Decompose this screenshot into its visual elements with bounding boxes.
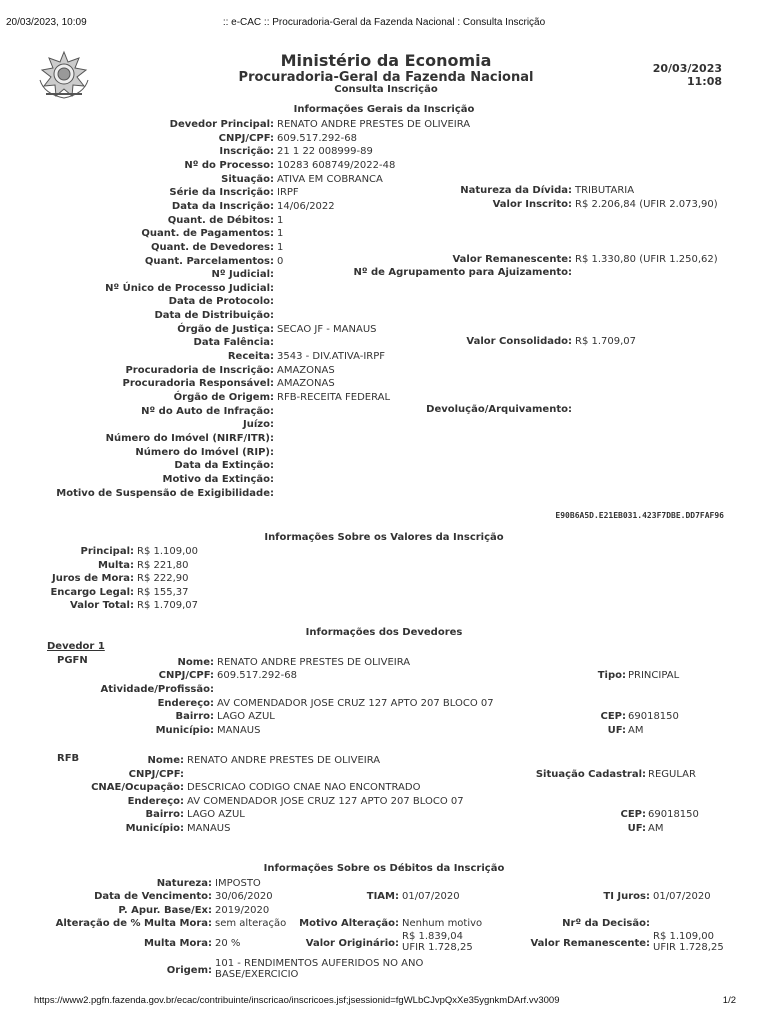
valores-field-label: Principal: bbox=[80, 546, 134, 557]
ministry-title: Ministério da Economia bbox=[280, 51, 492, 70]
print-doc-title: :: e-CAC :: Procuradoria-Geral da Fazenda Nacional : Consulta Inscrição bbox=[222, 17, 546, 28]
debito-tijuros-label: TI Juros: bbox=[603, 891, 650, 902]
pgfn-endereco-value: AV COMENDADOR JOSE CRUZ 127 APTO 207 BLOCO 07 bbox=[217, 698, 494, 709]
debito-originario-brl: R$ 1.839,04 bbox=[402, 931, 464, 942]
pgfn-nome-value: RENATO ANDRE PRESTES DE OLIVEIRA bbox=[217, 657, 411, 668]
pgfn-bairro-value: LAGO AZUL bbox=[217, 711, 275, 722]
print-datetime: 20/03/2023, 10:09 bbox=[6, 17, 87, 28]
rfb-uf-value: AM bbox=[648, 823, 664, 834]
header-time: 11:08 bbox=[686, 75, 722, 88]
debito-multa-label: Multa Mora: bbox=[143, 938, 212, 949]
rfb-tag: RFB bbox=[57, 753, 80, 764]
valores-field-label: Multa: bbox=[97, 559, 134, 571]
debito-papur-value: 2019/2020 bbox=[215, 905, 270, 916]
gerais-field-value: IRPF bbox=[277, 187, 299, 199]
gerais-field-label: Número do Imóvel (RIP): bbox=[135, 446, 274, 458]
header-date: 20/03/2023 bbox=[652, 62, 722, 75]
rfb-uf-label: UF: bbox=[627, 823, 646, 834]
gerais-field-value: 21 1 22 008999-89 bbox=[277, 146, 373, 158]
pgfn-uf-label: UF: bbox=[607, 725, 626, 736]
gerais-field-value: AMAZONAS bbox=[277, 378, 335, 390]
gerais-field-value: ATIVA EM COBRANCA bbox=[277, 173, 383, 185]
gerais-field-label: Data de Protocolo: bbox=[168, 296, 274, 308]
gerais-field-label: Data Falência: bbox=[193, 337, 274, 349]
valor-consolidado-value: R$ 1.709,07 bbox=[575, 336, 637, 347]
debito-origem-line2: BASE/EXERCICIO bbox=[215, 969, 299, 980]
debito-alteracao-label: Alteração de % Multa Mora: bbox=[55, 918, 212, 929]
debito-tiam-value: 01/07/2020 bbox=[402, 891, 460, 902]
rfb-cep-value: 69018150 bbox=[648, 809, 699, 820]
valores-field-label: Encargo Legal: bbox=[50, 586, 134, 598]
debito-originario-label: Valor Originário: bbox=[305, 938, 399, 949]
pgfn-tipo-label: Tipo: bbox=[597, 670, 626, 681]
gerais-field-label: Nº do Processo: bbox=[184, 159, 274, 171]
rfb-municipio-value: MANAUS bbox=[187, 823, 231, 834]
gerais-field-value: 3543 - DIV.ATIVA-IRPF bbox=[277, 351, 386, 363]
rfb-bairro-label: Bairro: bbox=[145, 809, 184, 820]
gerais-field-label: Procuradoria de Inscrição: bbox=[125, 364, 274, 376]
rfb-municipio-label: Município: bbox=[125, 823, 184, 834]
pgfn-endereco-label: Endereço: bbox=[157, 698, 214, 709]
gerais-field-value: 14/06/2022 bbox=[277, 200, 335, 212]
debito-alteracao-value: sem alteração bbox=[215, 918, 287, 929]
pgfn-tag: PGFN bbox=[57, 655, 88, 666]
gerais-field-label: Quant. Parcelamentos: bbox=[144, 255, 274, 267]
debito-multa-value: 20 % bbox=[215, 938, 241, 949]
gerais-field-label: Número do Imóvel (NIRF/ITR): bbox=[105, 432, 274, 444]
rfb-nome-label: Nome: bbox=[147, 755, 184, 766]
gerais-field-label: Motivo de Suspensão de Exigibilidade: bbox=[56, 487, 274, 499]
gerais-field-label: Quant. de Pagamentos: bbox=[141, 228, 274, 240]
rfb-cnae-value: DESCRICAO CODIGO CNAE NAO ENCONTRADO bbox=[187, 782, 421, 793]
gerais-field-label: Nº Único de Processo Judicial: bbox=[105, 282, 274, 294]
gerais-field-label: Data de Distribuição: bbox=[154, 310, 274, 322]
gerais-field-label: Nº do Auto de Infração: bbox=[141, 405, 274, 417]
rfb-situacao-label: Situação Cadastral: bbox=[535, 769, 646, 780]
debito-originario-ufir: UFIR 1.728,25 bbox=[402, 942, 473, 953]
debito-vencimento-value: 30/06/2020 bbox=[215, 891, 273, 902]
gerais-field-label: Motivo da Extinção: bbox=[162, 473, 274, 485]
pgfn-cep-label: CEP: bbox=[600, 711, 626, 722]
authentication-hash: E90B6A5D.E21EB031.423F7DBE.DD7FAF96 bbox=[555, 511, 724, 520]
gerais-field-label: Órgão de Origem: bbox=[173, 392, 274, 403]
agency-title: Procuradoria-Geral da Fazenda Nacional bbox=[238, 70, 534, 85]
rfb-endereco-value: AV COMENDADOR JOSE CRUZ 127 APTO 207 BLOCO 07 bbox=[187, 796, 464, 807]
rfb-nome-value: RENATO ANDRE PRESTES DE OLIVEIRA bbox=[187, 755, 381, 766]
valores-field-value: R$ 221,80 bbox=[137, 559, 189, 571]
gerais-field-value: 0 bbox=[277, 255, 284, 267]
pgfn-uf-value: AM bbox=[628, 725, 644, 736]
gerais-field-label: Procuradoria Responsável: bbox=[122, 378, 274, 390]
rfb-cpf-label: CNPJ/CPF: bbox=[128, 769, 184, 780]
gerais-field-label: Receita: bbox=[227, 351, 274, 363]
pgfn-municipio-value: MANAUS bbox=[217, 725, 261, 736]
gerais-field-label: Data da Inscrição: bbox=[171, 200, 274, 212]
debito-papur-label: P. Apur. Base/Ex: bbox=[118, 905, 212, 916]
pgfn-cep-value: 69018150 bbox=[628, 711, 679, 722]
valores-field-label: Valor Total: bbox=[70, 600, 134, 612]
section-title-valores: Informações Sobre os Valores da Inscrição bbox=[264, 532, 504, 543]
gerais-field-label: Devedor Principal: bbox=[169, 119, 274, 130]
gerais-field-label: Juízo: bbox=[243, 419, 274, 431]
gerais-field-label: Série da Inscrição: bbox=[169, 187, 274, 199]
pgfn-municipio-label: Município: bbox=[155, 725, 214, 736]
gerais-field-value: 1 bbox=[277, 214, 284, 226]
valores-field-value: R$ 155,37 bbox=[137, 586, 189, 598]
gerais-field-label: Órgão de Justiça: bbox=[177, 323, 274, 335]
pgfn-nome-label: Nome: bbox=[177, 657, 214, 668]
rfb-situacao-value: REGULAR bbox=[648, 769, 696, 780]
debito-natureza-label: Natureza: bbox=[156, 878, 212, 889]
gerais-field-label: Inscrição: bbox=[219, 146, 274, 158]
natureza-divida-value: TRIBUTARIA bbox=[575, 185, 635, 196]
valores-field-value: R$ 1.709,07 bbox=[137, 600, 199, 612]
gerais-field-label: CNPJ/CPF: bbox=[218, 132, 274, 144]
debito-tijuros-value: 01/07/2020 bbox=[653, 891, 711, 902]
print-page-number: 1/2 bbox=[722, 995, 736, 1006]
valor-inscrito-value: R$ 2.206,84 (UFIR 2.073,90) bbox=[575, 199, 718, 210]
debito-remanescente-label: Valor Remanescente: bbox=[530, 938, 650, 949]
pgfn-cpf-label: CNPJ/CPF: bbox=[158, 670, 214, 681]
valor-remanescente-value: R$ 1.330,80 (UFIR 1.250,62) bbox=[575, 254, 718, 265]
valor-inscrito-label: Valor Inscrito: bbox=[492, 199, 572, 210]
debito-origem-label: Origem: bbox=[166, 965, 212, 976]
rfb-endereco-label: Endereço: bbox=[127, 796, 184, 807]
debito-decisao-label: Nrº da Decisão: bbox=[562, 918, 650, 929]
gerais-field-value: SECAO JF - MANAUS bbox=[277, 323, 377, 335]
gerais-field-value: RFB-RECEITA FEDERAL bbox=[277, 392, 391, 403]
debito-origem-line1: 101 - RENDIMENTOS AUFERIDOS NO ANO bbox=[215, 958, 424, 969]
agrupamento-label: Nº de Agrupamento para Ajuizamento: bbox=[353, 267, 572, 278]
gerais-field-value: 1 bbox=[277, 228, 284, 240]
valores-field-value: R$ 1.109,00 bbox=[137, 546, 199, 557]
section-title-debitos: Informações Sobre os Débitos da Inscrição bbox=[263, 863, 505, 874]
pgfn-cpf-value: 609.517.292-68 bbox=[217, 670, 297, 681]
debito-tiam-label: TIAM: bbox=[366, 891, 399, 902]
pgfn-atividade-label: Atividade/Profissão: bbox=[100, 684, 214, 695]
gerais-field-label: Nº Judicial: bbox=[211, 269, 274, 281]
debito-motivo-label: Motivo Alteração: bbox=[299, 918, 399, 929]
devolucao-label: Devolução/Arquivamento: bbox=[426, 404, 572, 415]
gerais-field-value: RENATO ANDRE PRESTES DE OLIVEIRA bbox=[277, 119, 471, 130]
section-title-gerais: Informações Gerais da Inscrição bbox=[293, 104, 475, 115]
print-url: https://www2.pgfn.fazenda.gov.br/ecac/contribuinte/inscricao/inscricoes.jsf;jsessionid=fgWLbCJvpQxXe35ygnkmDArf.vv3009 bbox=[34, 995, 560, 1006]
gerais-field-value: AMAZONAS bbox=[277, 364, 335, 376]
debito-remanescente-ufir: UFIR 1.728,25 bbox=[653, 942, 724, 953]
valores-field-label: Juros de Mora: bbox=[52, 573, 134, 585]
valor-remanescente-label: Valor Remanescente: bbox=[452, 254, 572, 265]
gerais-field-label: Quant. de Devedores: bbox=[150, 241, 274, 253]
pgfn-bairro-label: Bairro: bbox=[175, 711, 214, 722]
debito-remanescente-brl: R$ 1.109,00 bbox=[653, 931, 715, 942]
section-title-devedores: Informações dos Devedores bbox=[305, 627, 463, 638]
valor-consolidado-label: Valor Consolidado: bbox=[466, 336, 572, 347]
pgfn-tipo-value: PRINCIPAL bbox=[628, 670, 680, 681]
valores-field-value: R$ 222,90 bbox=[137, 573, 189, 585]
page-subtitle: Consulta Inscrição bbox=[334, 84, 438, 95]
natureza-divida-label: Natureza da Dívida: bbox=[460, 185, 572, 196]
devedor-1-label: Devedor 1 bbox=[47, 641, 105, 652]
rfb-cnae-label: CNAE/Ocupação: bbox=[91, 782, 184, 793]
gerais-field-label: Data da Extinção: bbox=[174, 460, 274, 472]
debito-natureza-value: IMPOSTO bbox=[215, 878, 261, 889]
gerais-field-value: 10283 608749/2022-48 bbox=[277, 159, 396, 171]
debito-vencimento-label: Data de Vencimento: bbox=[94, 891, 212, 902]
rfb-cep-label: CEP: bbox=[620, 809, 646, 820]
gerais-field-value: 609.517.292-68 bbox=[277, 132, 357, 144]
rfb-bairro-value: LAGO AZUL bbox=[187, 809, 245, 820]
gerais-field-value: 1 bbox=[277, 241, 284, 253]
gerais-field-label: Situação: bbox=[221, 173, 274, 185]
gerais-field-label: Quant. de Débitos: bbox=[167, 214, 274, 226]
debito-motivo-value: Nenhum motivo bbox=[402, 918, 483, 929]
